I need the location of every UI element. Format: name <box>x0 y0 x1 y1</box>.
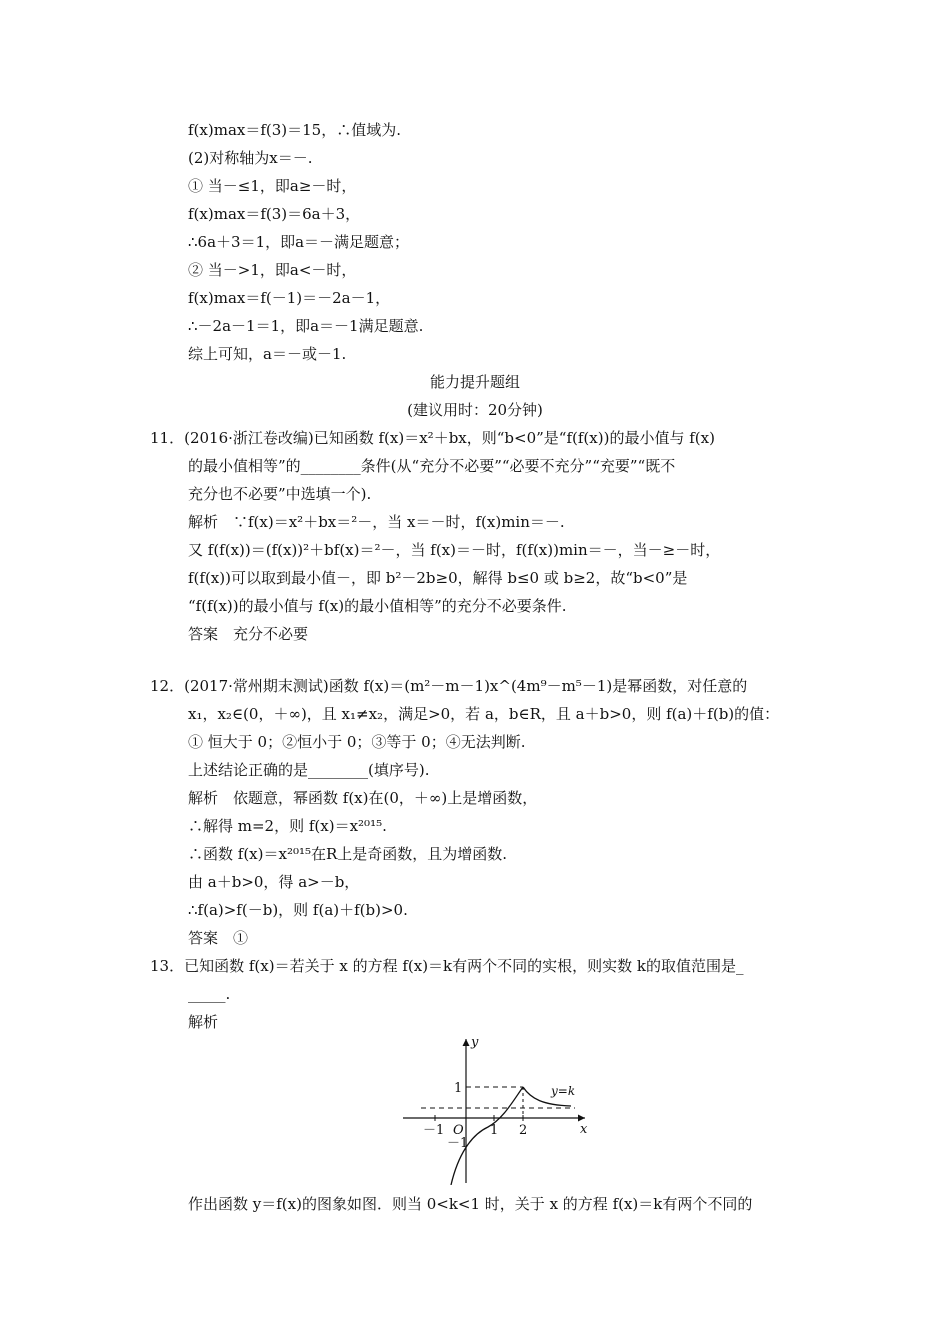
text-line: ① 恒大于 0；②恒小于 0；③等于 0；④无法判断. <box>188 733 526 751</box>
section-heading: 能力提升题组 <box>429 373 520 391</box>
text-line: f(f(x))可以取到最小值－，即 b²－2b≥0，解得 b≤0 或 b≥2，故“b<0”是 <box>188 569 688 587</box>
text-line: ∴解得 m=2，则 f(x)＝x²⁰¹⁵. <box>188 817 387 835</box>
text-line: 上述结论正确的是________(填序号). <box>188 761 430 779</box>
question-12: 12．(2017·常州期末测试)函数 f(x)＝(m²－m－1)x^(4m⁹－m⁵－1)是幂函数，对任意的 <box>150 677 748 695</box>
text-line: ① 当－≤1，即a≥－时， <box>188 177 357 195</box>
solution-label: 解析 依题意，幂函数 f(x)在(0，＋∞)上是增函数， <box>188 789 538 807</box>
text-line: 又 f(f(x))＝(f(x))²＋bf(x)＝²－，当 f(x)＝－时，f(f(x))min＝－，当－≥－时， <box>188 541 721 559</box>
solution-label: 解析 <box>188 1013 219 1031</box>
text-line: 作出函数 y＝f(x)的图象如图．则当 0<k<1 时，关于 x 的方程 f(x)＝k有两个不同的 <box>188 1195 753 1213</box>
text-line: ∴f(a)>f(－b)，则 f(a)＋f(b)>0. <box>188 901 408 919</box>
y-axis-label: y <box>471 1035 479 1050</box>
tick-label-x1: 1 <box>490 1123 499 1138</box>
section-subheading: (建议用时：20分钟) <box>407 401 543 419</box>
text-line: x₁，x₂∈(0，＋∞)，且 x₁≠x₂，满足>0，若 a，b∈R，且 a＋b>0，则 f(a)＋f(b)的值： <box>188 705 780 723</box>
text-line: 的最小值相等”的________条件(从“充分不必要”“必要不充分”“充要”“既不 <box>188 457 676 475</box>
text-line: 由 a＋b>0，得 a>－b， <box>188 873 360 891</box>
x-axis-label: x <box>580 1122 588 1137</box>
tick-label-yneg1: －1 <box>447 1136 469 1151</box>
origin-label: O <box>453 1123 464 1138</box>
text-line: ∴函数 f(x)＝x²⁰¹⁵在R上是奇函数，且为增函数. <box>188 845 508 863</box>
question-11: 11．(2016·浙江卷改编)已知函数 f(x)＝x²＋bx，则“b<0”是“f(f(x))的最小值与 f(x) <box>150 429 715 447</box>
text-line: f(x)max＝f(3)＝15，∴值域为. <box>188 121 401 139</box>
text-line: _____. <box>188 985 231 1003</box>
tick-label-y1: 1 <box>454 1081 463 1096</box>
answer-label: 答案 充分不必要 <box>188 625 309 643</box>
text-line: ② 当－>1，即a<－时， <box>188 261 357 279</box>
text-line: 综上可知，a＝－或－1. <box>188 345 347 363</box>
function-graph <box>403 1035 593 1185</box>
answer-label: 答案 ① <box>188 929 249 947</box>
text-line: f(x)max＝f(3)＝6a＋3， <box>188 205 361 223</box>
solution-label: 解析 ∵f(x)＝x²＋bx＝²－，当 x＝－时，f(x)min＝－. <box>188 513 565 531</box>
text-line: (2)对称轴为x＝－. <box>188 149 313 167</box>
text-line: ∴6a＋3＝1，即a＝－满足题意； <box>188 233 410 251</box>
line-label: y=k <box>551 1084 576 1098</box>
text-line: 充分也不必要”中选填一个). <box>188 485 372 503</box>
text-line: ∴－2a－1＝1，即a＝－1满足题意. <box>188 317 424 335</box>
question-13: 13．已知函数 f(x)＝若关于 x 的方程 f(x)＝k有两个不同的实根，则实数 k的取值范围是_ <box>150 957 744 975</box>
tick-label-xneg1: －1 <box>423 1123 445 1138</box>
text-line: “f(f(x))的最小值与 f(x)的最小值相等”的充分不必要条件. <box>188 597 567 615</box>
text-line: f(x)max＝f(－1)＝－2a－1， <box>188 289 391 307</box>
tick-label-x2: 2 <box>519 1123 528 1138</box>
